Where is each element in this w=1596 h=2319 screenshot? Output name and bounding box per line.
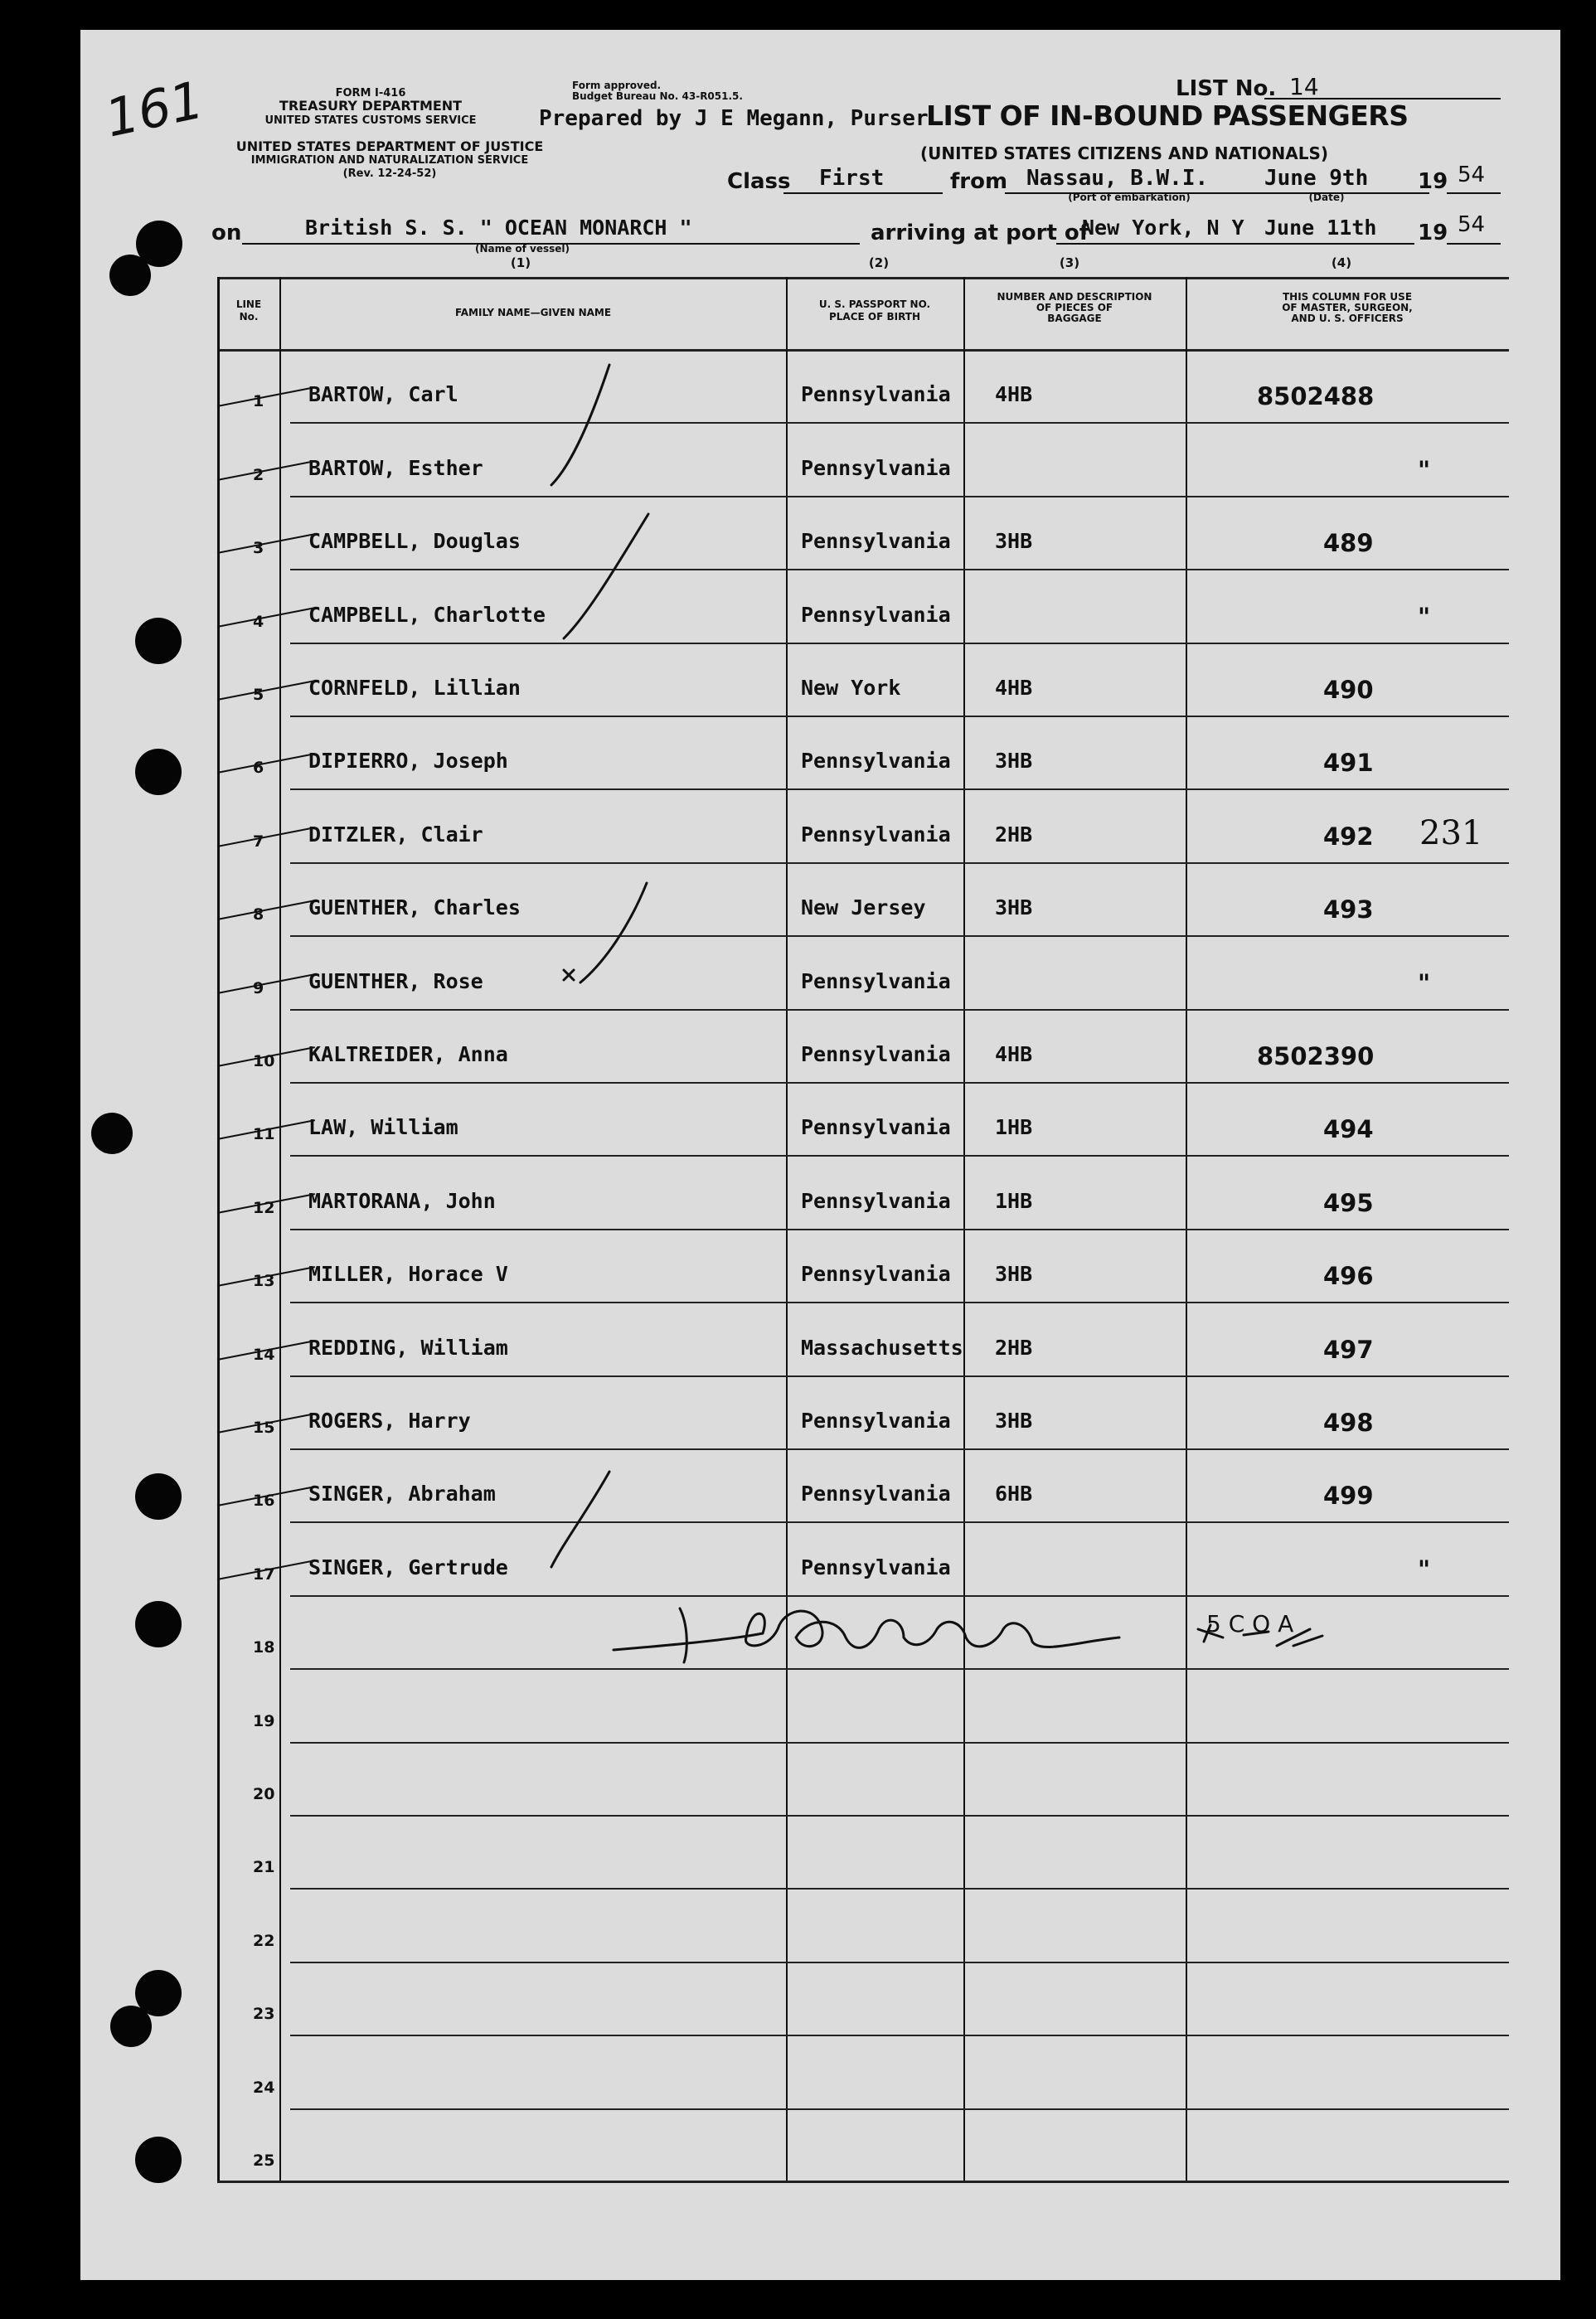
baggage: 3HB: [995, 895, 1033, 919]
baggage: 4HB: [995, 382, 1033, 406]
caption-2: (2): [868, 255, 890, 270]
arrival-port: New York, N Y: [1082, 216, 1244, 240]
line-number: 10: [253, 1052, 275, 1070]
port-embarkation-caption: (Port of embarkation): [1068, 192, 1191, 203]
corner-mark: 161: [99, 69, 209, 149]
prepared-by: Prepared by J E Megann, Purser: [539, 106, 929, 131]
place-of-birth: Pennsylvania: [801, 822, 951, 847]
place-of-birth: Pennsylvania: [801, 382, 951, 406]
passenger-name: GUENTHER, Charles: [308, 895, 521, 919]
officer-number: 497: [1323, 1336, 1374, 1364]
year-prefix-2: 19: [1418, 221, 1448, 245]
line-number: 1: [253, 392, 264, 410]
line-number: 24: [253, 2079, 275, 2097]
line-number: 23: [253, 2005, 275, 2023]
line-number: 22: [253, 1932, 275, 1950]
baggage: 2HB: [995, 1336, 1033, 1360]
class-label: Class: [727, 169, 791, 194]
line-number: 7: [253, 832, 264, 851]
baggage: 6HB: [995, 1482, 1033, 1506]
subtitle: (UNITED STATES CITIZENS AND NATIONALS): [920, 143, 1329, 163]
baggage: 1HB: [995, 1115, 1033, 1139]
baggage: 3HB: [995, 749, 1033, 773]
date-caption: (Date): [1308, 192, 1345, 203]
header-line-no: LINE No.: [235, 298, 262, 323]
place-of-birth: New Jersey: [801, 895, 926, 919]
form-number: FORM I-416: [335, 87, 406, 99]
officer-number: 492: [1323, 822, 1374, 851]
treasury-dept: TREASURY DEPARTMENT: [279, 98, 463, 114]
officer-number: 491: [1323, 749, 1374, 777]
from-port: Nassau, B.W.I.: [1026, 166, 1209, 191]
signature-suffix: 5 C O A: [1206, 1610, 1294, 1637]
passenger-name: DIPIERRO, Joseph: [308, 749, 508, 773]
officer-number: 8502488: [1257, 382, 1375, 410]
baggage: 2HB: [995, 822, 1033, 847]
officer-number: ": [1418, 456, 1431, 484]
line-number: 18: [253, 1638, 275, 1657]
header-officers: THIS COLUMN FOR USE OF MASTER, SURGEON, AND U. S. OFFICERS: [1282, 291, 1413, 324]
baggage: 3HB: [995, 529, 1033, 553]
line-number: 9: [253, 979, 264, 997]
passenger-name: BARTOW, Carl: [308, 382, 458, 406]
header-name: FAMILY NAME—GIVEN NAME: [454, 307, 612, 318]
place-of-birth: Pennsylvania: [801, 1189, 951, 1213]
place-of-birth: Massachusetts: [801, 1336, 963, 1360]
place-of-birth: Pennsylvania: [801, 529, 951, 553]
budget-bureau: Budget Bureau No. 43-R051.5.: [572, 90, 743, 102]
list-no-label: LIST No.: [1176, 76, 1277, 101]
line-number: 17: [253, 1565, 275, 1584]
passenger-name: CAMPBELL, Charlotte: [308, 603, 546, 627]
place-of-birth: Pennsylvania: [801, 749, 951, 773]
baggage: 4HB: [995, 676, 1033, 700]
officer-number: 8502390: [1257, 1042, 1375, 1070]
passenger-name: MARTORANA, John: [308, 1189, 496, 1213]
line-number: 12: [253, 1199, 275, 1217]
passenger-name: SINGER, Gertrude: [308, 1555, 508, 1579]
line-number: 2: [253, 466, 264, 484]
place-of-birth: New York: [801, 676, 901, 700]
officer-number: 499: [1323, 1482, 1374, 1510]
passenger-name: MILLER, Horace V: [308, 1262, 508, 1286]
caption-3: (3): [1059, 255, 1080, 270]
header-baggage: NUMBER AND DESCRIPTION OF PIECES OF BAGGAGE: [997, 291, 1152, 324]
year-prefix-1: 19: [1418, 169, 1448, 194]
baggage: 4HB: [995, 1042, 1033, 1066]
line-number: 15: [253, 1419, 275, 1437]
vessel-caption: (Name of vessel): [474, 243, 570, 255]
baggage: 3HB: [995, 1409, 1033, 1433]
passenger-name: REDDING, William: [308, 1336, 508, 1360]
officer-number: 489: [1323, 529, 1374, 557]
place-of-birth: Pennsylvania: [801, 1555, 951, 1579]
margin-number: 231: [1419, 814, 1483, 852]
line-number: 13: [253, 1272, 275, 1290]
justice-dept: UNITED STATES DEPARTMENT OF JUSTICE: [235, 138, 544, 154]
line-number: 11: [253, 1125, 275, 1143]
passenger-name: DITZLER, Clair: [308, 822, 483, 847]
line-number: 25: [253, 2152, 275, 2170]
passenger-name: SINGER, Abraham: [308, 1482, 496, 1506]
passenger-name: ROGERS, Harry: [308, 1409, 471, 1433]
officer-number: 493: [1323, 895, 1374, 924]
ins-service: IMMIGRATION AND NATURALIZATION SERVICE: [250, 154, 529, 167]
officer-number: 494: [1323, 1115, 1374, 1143]
baggage: 1HB: [995, 1189, 1033, 1213]
line-number: 3: [253, 539, 264, 557]
line-number: 5: [253, 686, 264, 704]
arrival-date: June 11th: [1264, 216, 1377, 240]
passenger-name: KALTREIDER, Anna: [308, 1042, 508, 1066]
officer-number: ": [1418, 969, 1431, 997]
line-number: 19: [253, 1712, 275, 1730]
revision-date: (Rev. 12-24-52): [342, 167, 437, 180]
place-of-birth: Pennsylvania: [801, 1482, 951, 1506]
place-of-birth: Pennsylvania: [801, 969, 951, 993]
place-of-birth: Pennsylvania: [801, 1409, 951, 1433]
passenger-name: CORNFELD, Lillian: [308, 676, 521, 700]
line-number: 14: [253, 1346, 275, 1364]
place-of-birth: Pennsylvania: [801, 1042, 951, 1066]
arriving-label: arriving at port of: [871, 221, 1089, 245]
line-number: 16: [253, 1492, 275, 1510]
baggage: 3HB: [995, 1262, 1033, 1286]
line-number: 8: [253, 905, 264, 924]
officer-number: 498: [1323, 1409, 1374, 1437]
place-of-birth: Pennsylvania: [801, 456, 951, 480]
line-number: 20: [253, 1785, 275, 1803]
header-passport: U. S. PASSPORT NO. PLACE OF BIRTH: [818, 298, 931, 323]
class-value: First: [819, 166, 885, 191]
place-of-birth: Pennsylvania: [801, 1262, 951, 1286]
customs-service: UNITED STATES CUSTOMS SERVICE: [264, 114, 477, 127]
list-no-value: 14: [1289, 73, 1319, 100]
year-value-1: 54: [1458, 163, 1486, 187]
passenger-name: LAW, William: [308, 1115, 458, 1139]
officer-number: ": [1418, 603, 1431, 631]
officer-number: 490: [1323, 676, 1374, 704]
caption-1: (1): [510, 255, 531, 270]
from-label: from: [950, 169, 1008, 194]
place-of-birth: Pennsylvania: [801, 1115, 951, 1139]
passenger-name: CAMPBELL, Douglas: [308, 529, 521, 553]
on-label: on: [211, 221, 242, 245]
passenger-name: GUENTHER, Rose: [308, 969, 483, 993]
place-of-birth: Pennsylvania: [801, 603, 951, 627]
officer-number: 496: [1323, 1262, 1374, 1290]
from-date: June 9th: [1264, 166, 1369, 191]
vessel-name: British S. S. " OCEAN MONARCH ": [305, 216, 692, 240]
officer-number: 495: [1323, 1189, 1374, 1217]
year-value-2: 54: [1458, 212, 1486, 237]
line-number: 21: [253, 1858, 275, 1876]
caption-4: (4): [1331, 255, 1352, 270]
officer-number: ": [1418, 1555, 1431, 1584]
line-number: 6: [253, 759, 264, 777]
form-approved: Form approved.: [572, 80, 662, 91]
list-title: LIST OF IN-BOUND PASSENGERS: [926, 99, 1409, 132]
passenger-name: BARTOW, Esther: [308, 456, 483, 480]
line-number: 4: [253, 613, 264, 631]
